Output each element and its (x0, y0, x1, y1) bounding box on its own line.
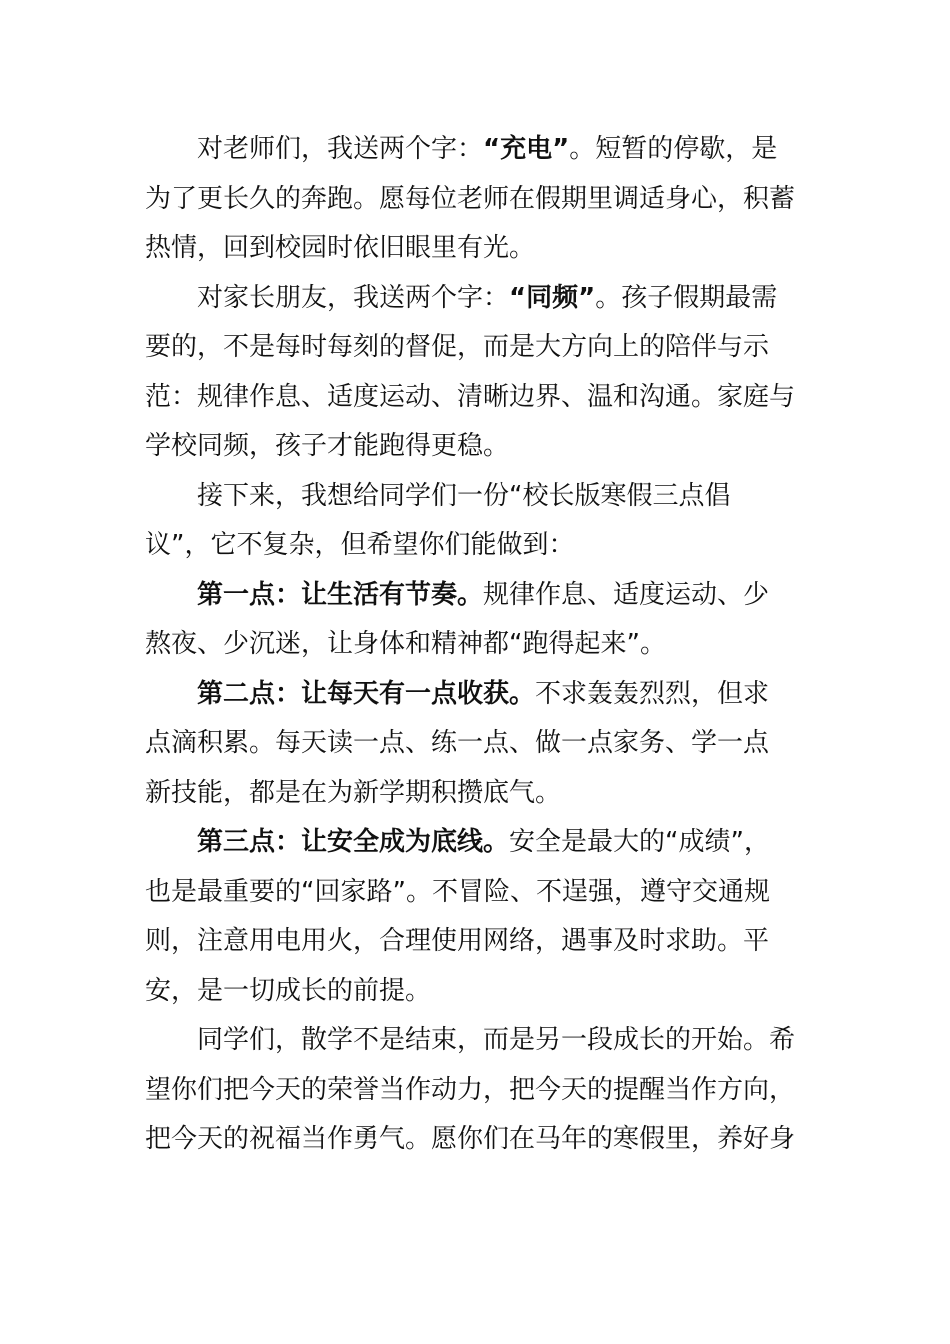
closing-text: 同学们，散学不是结束，而是另一段成长的开始。希 (197, 1025, 796, 1055)
point-two-heading: 第二点：让每天有一点收获。 (197, 678, 536, 709)
keyword-recharge: “充电” (483, 134, 570, 164)
parents-text: 范：规律作息、适度运动、清晰边界、温和沟通。家庭与 (145, 381, 796, 412)
point-one-text: 夜、少沉迷，让身体和精神都“跑得起来”。 (171, 629, 666, 659)
point-three-text: 安，是一切成长的前提。 (145, 975, 432, 1006)
teachers-text: 热情，回到校园时依旧眼里有光。 (145, 233, 536, 263)
proposal-intro-text: 接下来，我想给同学们一份“校长版寒假三点倡 (197, 480, 731, 511)
teachers-intro: 对老师们，我送两个字： (197, 134, 484, 164)
paragraph-parents (145, 274, 795, 472)
teachers-text: 为了更长久的奔跑。愿每位老师在假期里调适身心，积蓄 (145, 183, 796, 214)
paragraph-teachers (145, 125, 795, 274)
closing-text: 望你们把今天的荣誉当作动力，把今天的提醒当作方向， (145, 1074, 796, 1105)
paragraph-proposal-intro (145, 472, 795, 571)
paragraph-point-three (145, 818, 795, 1016)
parents-text: 要的，不是每时每刻的督促，而是大方向上的陪伴与示 (145, 332, 770, 362)
paragraph-point-one (145, 571, 795, 670)
parents-text: 学校同频，孩子才能跑得更稳。 (145, 431, 510, 461)
keyword-same-frequency: “同频” (509, 282, 596, 313)
document-body (145, 125, 795, 1165)
paragraph-closing (145, 1016, 795, 1165)
point-three-text: 也是最重要的“回家路”。不冒险、不逞强，遵守交通规 (145, 876, 770, 907)
point-two-text: 能，都是在为新学期积攒底气。 (197, 777, 562, 808)
point-two-text: 滴积累。每天读一点、练一点、做一点家务、学一点新技 (145, 728, 770, 808)
point-three-text: 安全是最大的“成绩”， (509, 827, 770, 857)
point-three-heading: 第三点：让安全成为底线。 (197, 827, 510, 857)
paragraph-point-two (145, 670, 795, 819)
parents-text: 。孩子假期最需 (595, 282, 778, 313)
point-one-heading: 第一点：让生活有节奏。 (197, 579, 484, 610)
closing-text: 把今天的祝福当作勇气。愿你们在马年的寒假里，养好身 (145, 1124, 796, 1154)
point-three-text: 则，注意用电用火，合理使用网络，遇事及时求助。平 (145, 926, 770, 956)
parents-intro: 对家长朋友，我送两个字： (197, 282, 510, 313)
point-one-text: 规律作息、适度运动、少熬 (145, 579, 770, 659)
proposal-intro-text: 议”，它不复杂，但希望你们能做到： (145, 530, 575, 560)
teachers-text: 。短暂的停歇，是 (569, 134, 778, 164)
point-two-text: 不求轰轰烈烈，但求点 (145, 678, 770, 758)
